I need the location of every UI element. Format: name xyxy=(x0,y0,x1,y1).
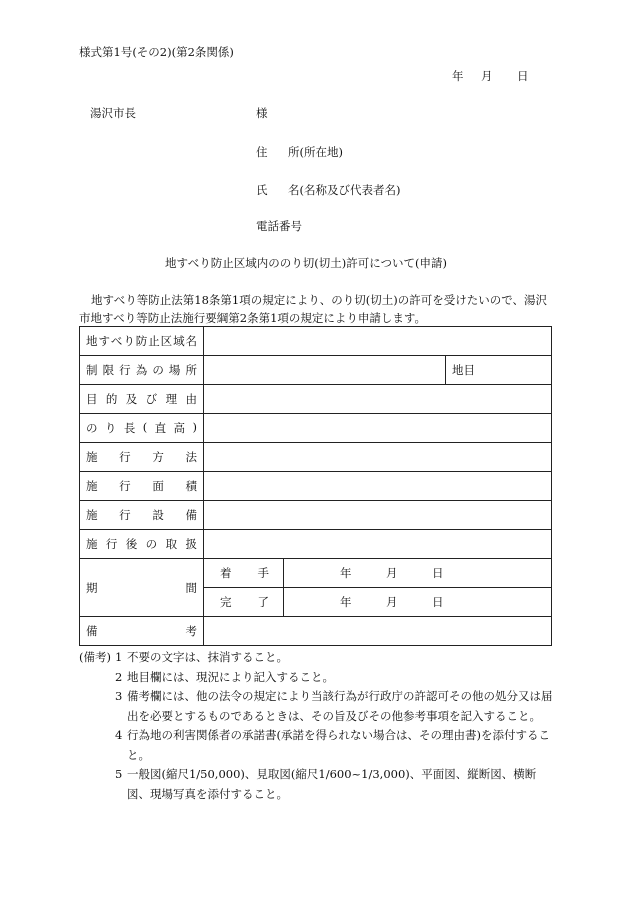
value-area[interactable] xyxy=(204,472,552,501)
note-number: 3 xyxy=(115,689,123,703)
row-period-start xyxy=(80,559,552,588)
row-location xyxy=(80,356,552,385)
note-item-4 xyxy=(79,726,559,765)
value-area-name[interactable] xyxy=(204,327,552,356)
value-equipment[interactable] xyxy=(204,501,552,530)
honorific: 様 xyxy=(256,106,268,120)
date-month: 月 xyxy=(481,69,493,83)
date-line xyxy=(452,68,529,84)
note-item-1 xyxy=(79,648,559,668)
notes-heading: (備考) xyxy=(79,650,111,664)
note-text: 備考欄には、他の法令の規定により当該行為が行政庁の許認可その他の処分又は届出を必要とするものであるときは、その旨及びその他参考事項を記入すること。 xyxy=(127,689,553,723)
label-method: 施 行 方 法 xyxy=(80,443,204,472)
value-location[interactable] xyxy=(204,356,446,385)
document-title: 地すべり防止区域内ののり切(切土)許可について(申請) xyxy=(165,256,447,270)
note-number: 4 xyxy=(115,728,123,742)
label-end: 完 了 xyxy=(204,588,284,617)
note-number: 2 xyxy=(115,669,123,684)
address-label-b: 所(所在地) xyxy=(288,145,343,159)
note-item-3 xyxy=(79,687,559,726)
note-text: 地目欄には、現況により記入すること。 xyxy=(127,669,334,684)
value-slope-length[interactable] xyxy=(204,414,552,443)
note-text: 不要の文字は、抹消すること。 xyxy=(127,650,288,664)
name-label-a: 氏 xyxy=(256,183,268,197)
value-method[interactable] xyxy=(204,443,552,472)
note-number: 1 xyxy=(115,650,123,664)
label-after-handling: 施 行 後 の 取 扱 xyxy=(80,530,204,559)
notes-section xyxy=(79,648,559,804)
name-label-b: 名(名称及び代表者名) xyxy=(288,183,401,197)
form-number: 様式第1号(その2)(第2条関係) xyxy=(79,45,234,59)
value-after-handling[interactable] xyxy=(204,530,552,559)
label-equipment: 施 行 設 備 xyxy=(80,501,204,530)
area-name-text: 地 す べ り 防 止 区 域 名 xyxy=(86,334,197,348)
land-category-label: 地目 xyxy=(451,363,475,377)
intro-text: 地すべり等防止法第18条第1項の規定により、のり切(切土)の許可を受けたいので、湯沢市地すべり等防止法施行要綱第2条第1項の規定により申請します。 xyxy=(79,293,547,325)
date-year: 年 xyxy=(452,69,464,83)
label-area-name xyxy=(80,327,204,356)
row-remarks xyxy=(80,617,552,646)
value-purpose[interactable] xyxy=(204,385,552,414)
label-period: 期 間 xyxy=(80,559,204,617)
value-end-date[interactable]: 年 月 日 xyxy=(284,588,552,617)
value-start-date[interactable]: 年 月 日 xyxy=(284,559,552,588)
phone-label: 電話番号 xyxy=(256,219,302,233)
row-after-handling xyxy=(80,530,552,559)
label-remarks: 備 考 xyxy=(80,617,204,646)
label-slope-length: の り 長 ( 直 高 ) xyxy=(80,414,204,443)
address-field xyxy=(256,144,343,160)
note-number: 5 xyxy=(115,767,123,781)
note-text: 行為地の利害関係者の承諾書(承諾を得られない場合は、その理由書)を添付すること。 xyxy=(127,728,550,762)
row-method xyxy=(80,443,552,472)
row-area-name xyxy=(80,327,552,356)
row-purpose xyxy=(80,385,552,414)
label-area: 施 行 面 積 xyxy=(80,472,204,501)
row-slope-length xyxy=(80,414,552,443)
name-field xyxy=(256,182,400,198)
addressee: 湯沢市長 xyxy=(90,106,136,120)
row-area xyxy=(80,472,552,501)
date-day: 日 xyxy=(517,69,529,83)
note-item-2 xyxy=(79,668,559,688)
value-remarks[interactable] xyxy=(204,617,552,646)
label-location: 制 限 行 為 の 場 所 xyxy=(80,356,204,385)
note-text: 一般図(縮尺1/50,000)、見取図(縮尺1/600~1/3,000)、平面図、縦断図、横断図、現場写真を添付すること。 xyxy=(127,767,537,801)
application-table xyxy=(79,326,552,646)
label-start: 着 手 xyxy=(204,559,284,588)
row-equipment xyxy=(80,501,552,530)
address-label-a: 住 xyxy=(256,145,268,159)
note-item-5 xyxy=(79,765,559,804)
land-category-cell[interactable] xyxy=(445,356,551,385)
phone-field xyxy=(256,218,302,234)
label-purpose: 目 的 及 び 理 由 xyxy=(80,385,204,414)
intro-paragraph xyxy=(79,291,551,327)
